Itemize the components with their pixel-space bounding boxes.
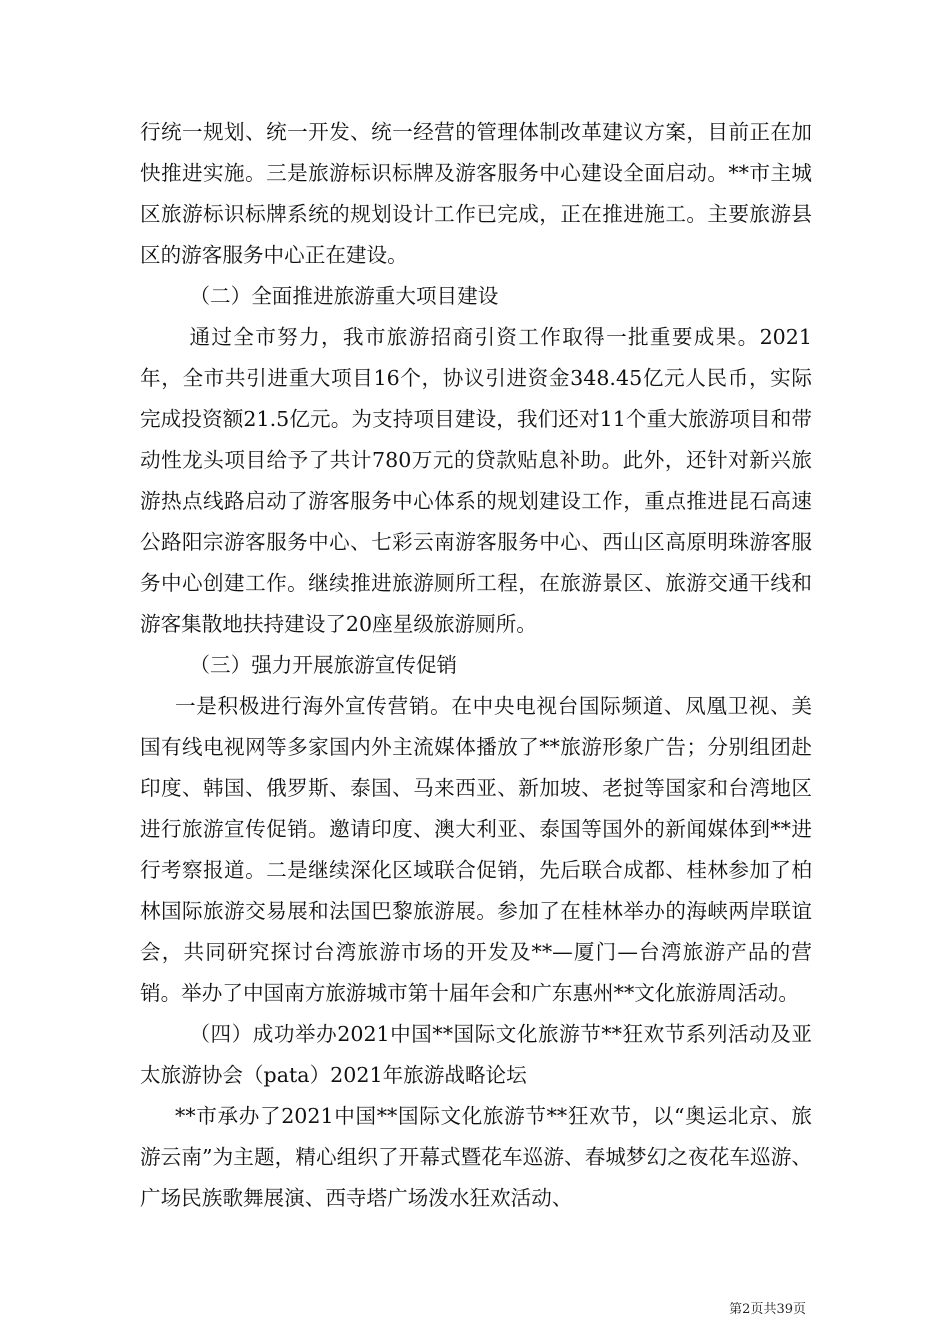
section-heading-4: （四）成功举办2021中国**国际文化旅游节**狂欢节系列活动及亚太旅游协会（pata）2021年旅游战略论坛 [140,1022,812,1087]
paragraph-projects: 通过全市努力，我市旅游招商引资工作取得一批重要成果。2021年，全市共引进重大项目16个，协议引进资金348.45亿元人民币，实际完成投资额21.5亿元。为支持项目建设，我们还对11个重大旅游项目和带动性龙头项目给予了共计780万元的贷款贴息补助。此外，还针对新兴旅游热点线路启动了游客服务中心体系的规划建设工作，重点推进昆石高速公路阳宗游客服务中心、七彩云南游客服务中心、西山区高原明珠游客服务中心创建工作。继续推进旅游厕所工程，在旅游景区、旅游交通干线和游客集散地扶持建设了20座星级旅游厕所。 [140,325,812,636]
paragraph-promotion: 一是积极进行海外宣传营销。在中央电视台国际频道、凤凰卫视、美国有线电视网等多家国内外主流媒体播放了**旅游形象广告；分别组团赴印度、韩国、俄罗斯、泰国、马来西亚、新加坡、老挝等国家和台湾地区进行旅游宣传促销。邀请印度、澳大利亚、泰国等国外的新闻媒体到**进行考察报道。二是继续深化区域联合促销，先后联合成都、桂林参加了柏林国际旅游交易展和法国巴黎旅游展。参加了在桂林举办的海峡两岸联谊会，共同研究探讨台湾旅游市场的开发及**—厦门—台湾旅游产品的营销。举办了中国南方旅游城市第十届年会和广东惠州**文化旅游周活动。 [140,694,812,1005]
page-number: 第2页共39页 [729,1302,806,1317]
section-heading-3: （三）强力开展旅游宣传促销 [189,653,458,677]
section-heading-2: （二）全面推进旅游重大项目建设 [189,284,499,308]
paragraph-festival: **市承办了2021中国**国际文化旅游节**狂欢节，以“奥运北京、旅游云南”为主题，精心组织了开幕式暨花车巡游、春城梦幻之夜花车巡游、广场民族歌舞展演、西寺塔广场泼水狂欢活动、 [140,1104,812,1210]
paragraph-continued: 行统一规划、统一开发、统一经营的管理体制改革建议方案，目前正在加快推进实施。三是旅游标识标牌及游客服务中心建设全面启动。**市主城区旅游标识标牌系统的规划设计工作已完成，正在推进施工。主要旅游县区的游客服务中心正在建设。 [140,120,812,267]
document-body [140,112,812,1219]
